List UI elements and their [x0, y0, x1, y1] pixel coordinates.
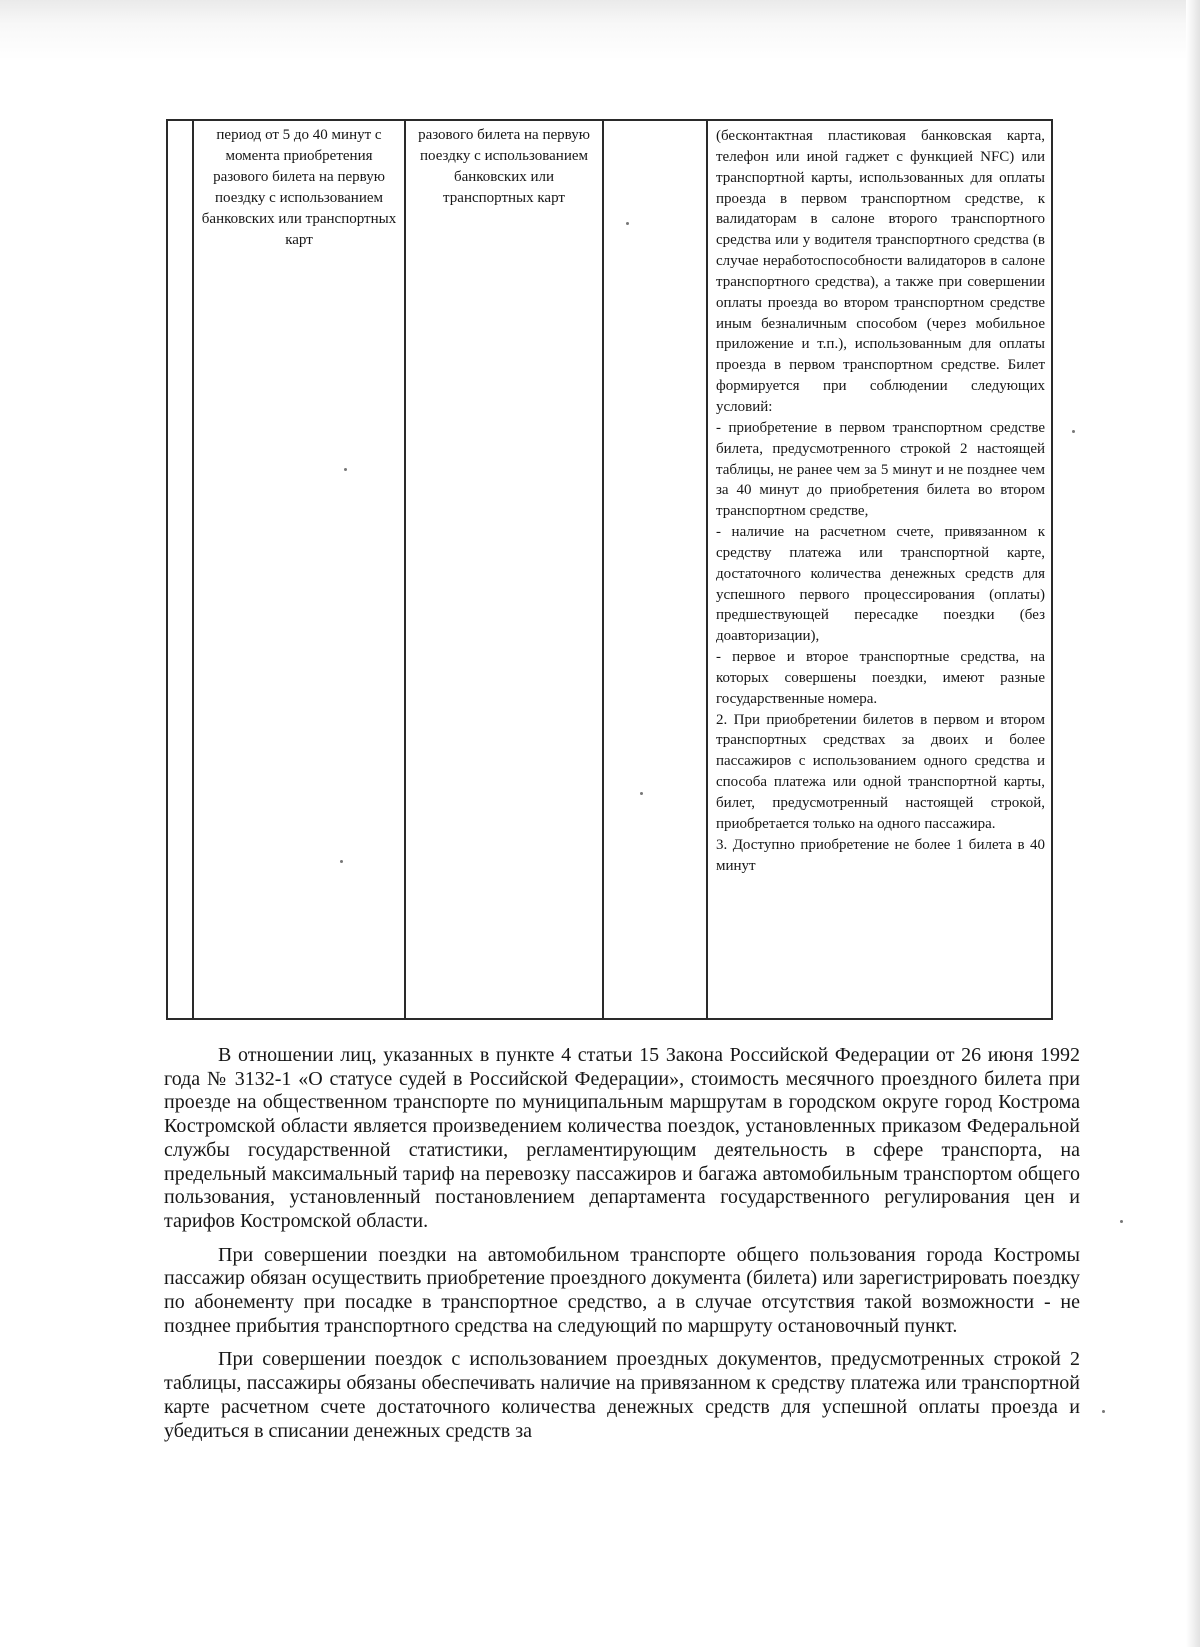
- table-column-conditions: [708, 121, 1051, 1018]
- table-column-price: [604, 121, 708, 1018]
- table-cell-conditions: [716, 126, 1045, 876]
- scan-speck: [344, 468, 347, 471]
- table-column-description: [406, 121, 604, 1018]
- conditions-paragraph: - первое и второе транспортные средства, на которых совершены поездки, имеют разные государственные номера.: [716, 649, 1045, 707]
- scan-speck: [1120, 1220, 1123, 1223]
- scan-right-edge: [1186, 0, 1200, 1647]
- conditions-paragraph: 2. При приобретении билетов в первом и втором транспортных средствах за двоих и более пассажиров с использованием одного средства и способа платежа или одной транспортной карты, билет, предусмотренный настоящей строкой, приобретается только на одного пассажира.: [716, 711, 1045, 832]
- table-cell-ticket-type: период от 5 до 40 минут с момента приобретения разового билета на первую поездку с использованием банковских или транспортных карт: [201, 127, 397, 248]
- body-paragraph: При совершении поездок с использованием проездных документов, предусмотренных строкой 2 таблицы, пассажиры обязаны обеспечивать наличие на привязанном к средству платежа или транспортной карте расчетном счете достаточного количества денежных средств для успешной оплаты проезда и убедиться в списании денежных средств за: [164, 1348, 1080, 1442]
- table-cell-description: разового билета на первую поездку с использованием банковских или транспортных карт: [418, 127, 590, 206]
- conditions-paragraph: - наличие на расчетном счете, привязанном к средству платежа или транспортной карте, достаточного количества денежных средств для успешного первого процессирования (оплаты) предшествующей пересадке поездки (без доавторизации),: [716, 524, 1045, 645]
- scan-speck: [340, 860, 343, 863]
- scan-top-shade: [0, 0, 1200, 60]
- scan-speck: [626, 222, 629, 225]
- conditions-paragraph: - приобретение в первом транспортном средстве билета, предусмотренного строкой 2 настоящей таблицы, не ранее чем за 5 минут и не позднее чем за 40 минут до приобретения билета во втором транспортном средстве,: [716, 419, 1045, 520]
- scan-speck: [1072, 430, 1075, 433]
- conditions-paragraph: (бесконтактная пластиковая банковская карта, телефон или иной гаджет с функцией NFC) или транспортной карты, использованных для оплаты проезда в первом транспортном средстве, к валидаторам в салоне второго транспортного средства или у водителя транспортного средства (в случае неработоспособности валидаторов в салоне транспортного средства), а также при совершении оплаты проезда во втором транспортном средстве иным безналичным способом (через мобильное приложение и т.п.), использованным для оплаты проезда в первом транспортном средстве. Билет формируется при соблюдении следующих условий:: [716, 128, 1045, 415]
- body-paragraph: В отношении лиц, указанных в пункте 4 статьи 15 Закона Российской Федерации от 26 июня 1992 года № 3132-1 «О статусе судей в Российской Федерации», стоимость месячного проездного билета при проезде на общественном транспорте по муниципальным маршрутам в городском округе город Кострома Костромской области является произведением количества поездок, установленных приказом Федеральной службы государственной статистики, регламентирующим деятельность в сфере транспорта, на предельный максимальный тариф на перевозку пассажиров и багажа автомобильным транспортом общего пользования, установленный постановлением департамента государственного регулирования цен и тарифов Костромской области.: [164, 1044, 1080, 1232]
- table-column-ticket-type: [194, 121, 406, 1018]
- scan-speck: [1102, 1410, 1105, 1413]
- body-paragraph: При совершении поездки на автомобильном транспорте общего пользования города Костромы пассажир обязан осуществить приобретение проездного документа (билета) или зарегистрировать поездку по абонементу при посадке в транспортное средство, а в случае отсутствия такой возможности - не позднее прибытия транспортного средства на следующий по маршруту остановочный пункт.: [164, 1243, 1080, 1337]
- table-column-number: [168, 121, 194, 1018]
- fare-table: [166, 119, 1053, 1020]
- scan-speck: [640, 792, 643, 795]
- document-body: [164, 1044, 1080, 1453]
- conditions-paragraph: 3. Доступно приобретение не более 1 билета в 40 минут: [716, 836, 1045, 874]
